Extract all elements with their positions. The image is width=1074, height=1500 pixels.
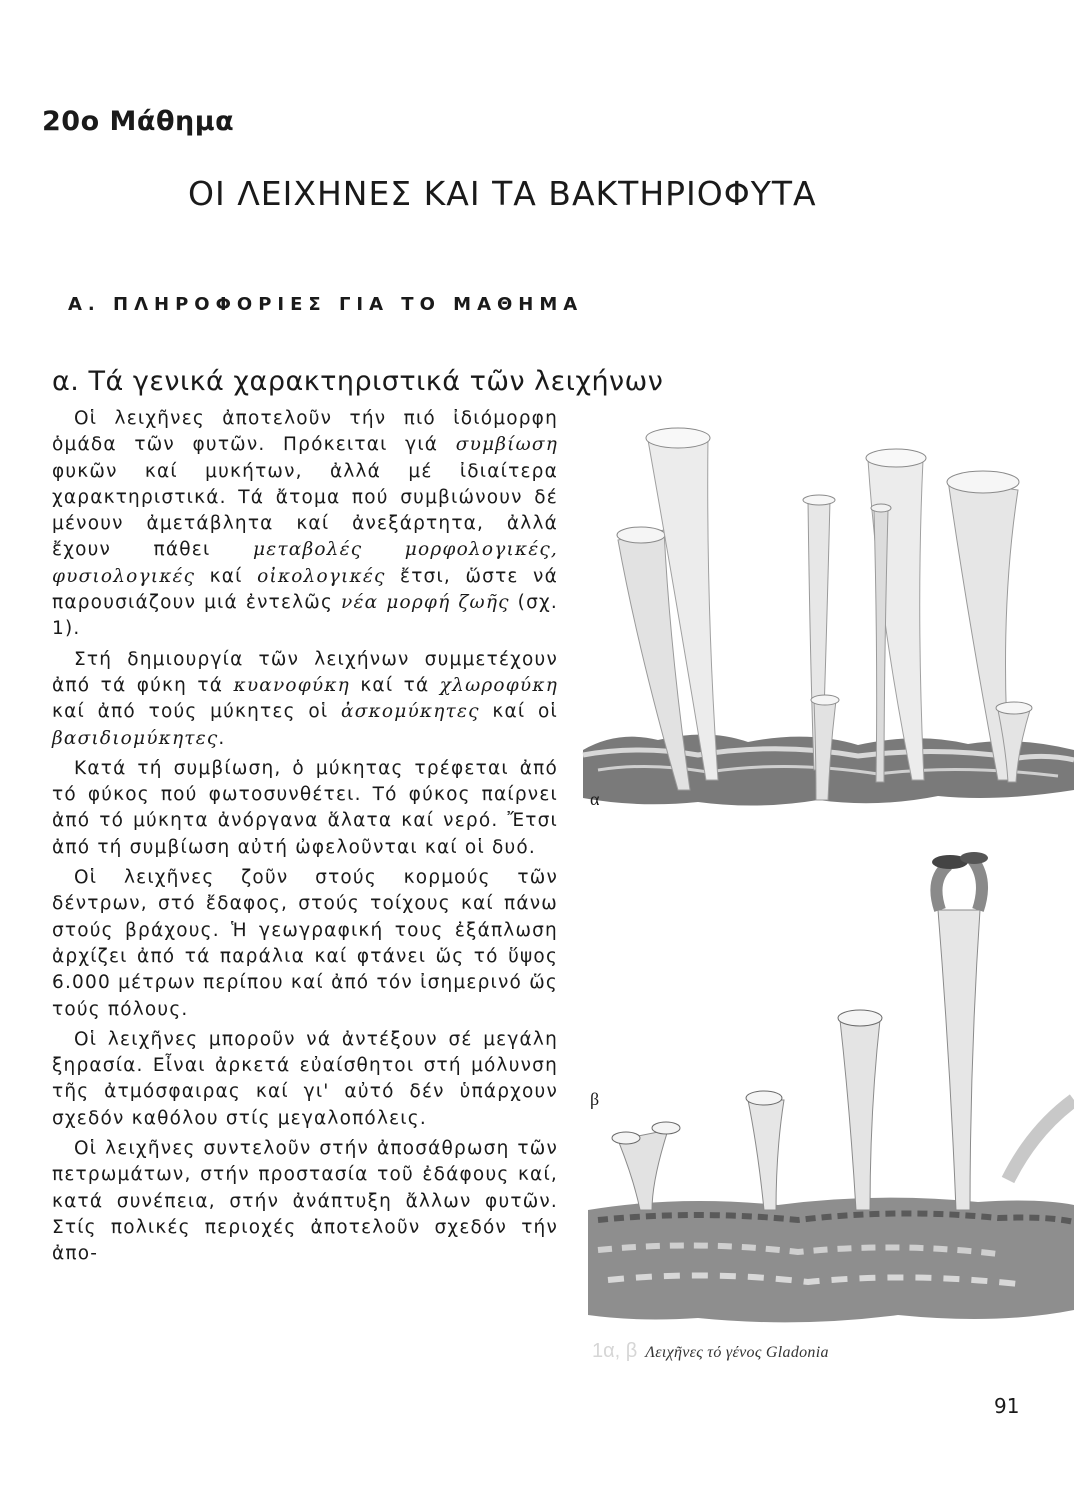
section-heading: Α. ΠΛΗΡΟΦΟΡΙΕΣ ΓΙΑ ΤΟ ΜΑΘΗΜΑ	[68, 294, 584, 315]
body-text	[52, 406, 558, 1272]
text-run: Οἱ λειχῆνες ἀποτελοῦν τήν πιό ἰδιόμορφη ὁμάδα τῶν φυτῶν. Πρόκειται γιά	[52, 408, 558, 456]
figure-label-b: β	[590, 1089, 600, 1109]
text-run: φυκῶν καί μυκήτων, ἀλλά μέ ἰδιαίτερα χαρακτηριστικά. Τά ἄτομα πού συμβιώνουν δέ μένουν ἀμετάβλητα καί ἀνεξάρτητα, ἀλλά ἔχουν πάθει	[52, 460, 558, 561]
text-run: ἔτσι, ὥστε νά παρουσιάζουν μιά ἐντελῶς	[52, 565, 558, 614]
text-run: Στή δημιουργία τῶν λειχήνων συμμετέχουν ἀπό τά φύκη τά	[52, 648, 558, 696]
figure-caption-text: Λειχῆνες τό γένος Gladonia	[645, 1344, 829, 1361]
text-run: καί τά	[349, 674, 440, 696]
term-italic: χλωροφύκη	[439, 674, 558, 696]
term-italic: μεταβολές μορφολογικές, φυσιολογικές	[52, 539, 558, 587]
paragraph-2	[52, 647, 558, 752]
term-italic: ἀσκομύκητες	[341, 701, 480, 723]
text-run: καί	[195, 565, 258, 587]
paragraph-4: Οἱ λειχῆνες ζοῦν στούς κορμούς τῶν δέντρων, στό ἔδαφος, στούς τοίχους καί πάνω στούς βράχους. Ἡ γεωγραφική τους ἐξάπλωση ἀρχίζει ἀπό τά παράλια καί φτάνει ὥς τό ὕψος 6.000 μέτρων περίπου καί ἀπό τόν ἰσημερινό ὥς τούς πόλους.	[52, 867, 558, 1020]
text-run: (σχ. 1).	[52, 592, 558, 640]
subsection-heading: α. Τά γενικά χαρακτηριστικά τῶν λειχήνων	[52, 366, 664, 397]
page-number: 91	[994, 1394, 1020, 1418]
figure-number: 1α, β	[592, 1340, 638, 1362]
lichen-figure-a	[583, 428, 1074, 806]
term-italic: συμβίωση	[455, 434, 558, 456]
paragraph-6: Οἱ λειχῆνες συντελοῦν στήν ἀποσάθρωση τῶν πετρωμάτων, στήν προστασία τοῦ ἐδάφους καί, κατά συνέπεια, στήν ἀνάπτυξη ἄλλων φυτῶν. Στίς πολικές περιοχές ἀποτελοῦν σχεδόν τήν ἀπο-	[52, 1138, 558, 1265]
figure-caption	[592, 1340, 829, 1363]
paragraph-1	[52, 406, 558, 643]
paragraph-3: Κατά τή συμβίωση, ὁ μύκητας τρέφεται ἀπό τό φύκος πού φωτοσυνθέτει. Τό φύκος παίρνει ἀπό τό μύκητα ἀνόργανα ἅλατα καί νερό. Ἔτσι ἀπό τή συμβίωση αὐτή ὠφελοῦνται καί οἱ δυό.	[52, 757, 558, 858]
text-run: καί ἀπό τούς μύκητες οἱ	[52, 701, 342, 723]
lichen-figure-b	[588, 852, 1074, 1322]
term-italic: βασιδιομύκητες	[52, 727, 219, 749]
lesson-number: 20ο Μάθημα	[42, 106, 235, 137]
term-italic: νέα μορφή ζωῆς	[341, 592, 510, 614]
lichen-illustration	[578, 410, 1074, 1340]
term-italic: οἰκολογικές	[257, 565, 386, 587]
figure-label-a: α	[590, 789, 600, 809]
page-title: ΟΙ ΛΕΙΧΗΝΕΣ ΚΑΙ ΤΑ ΒΑΚΤΗΡΙΟΦΥΤΑ	[188, 174, 817, 213]
text-run: καί οἱ	[479, 701, 558, 723]
term-italic: κυανοφύκη	[233, 674, 350, 696]
paragraph-5: Οἱ λειχῆνες μποροῦν νά ἀντέξουν σέ μεγάλη ξηρασία. Εἶναι ἀρκετά εὐαίσθητοι στή μόλυνση τῆς ἀτμόσφαιρας καί γι' αὐτό δέν ὑπάρχουν σχεδόν καθόλου στίς μεγαλοπόλεις.	[52, 1028, 558, 1129]
text-run: .	[218, 727, 226, 749]
